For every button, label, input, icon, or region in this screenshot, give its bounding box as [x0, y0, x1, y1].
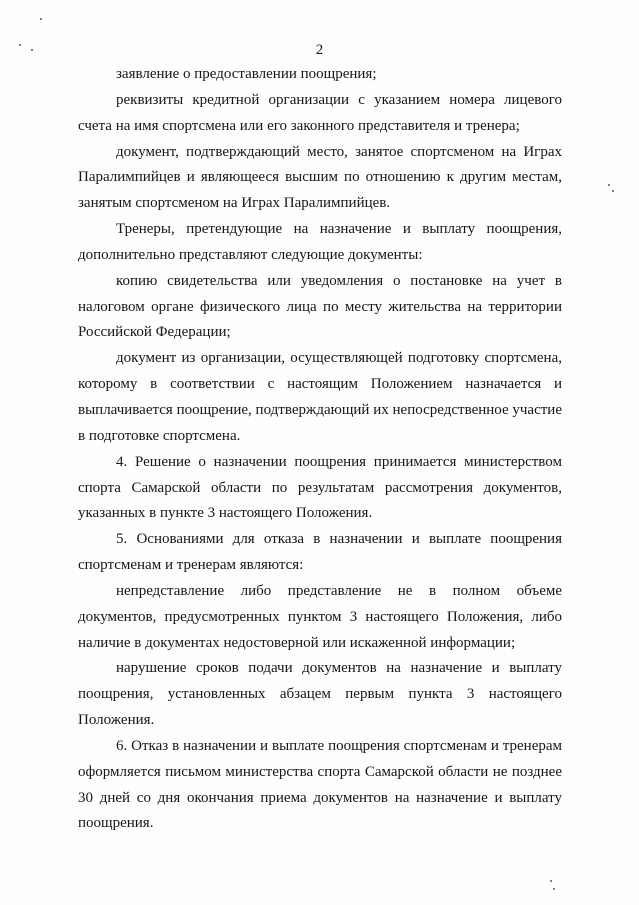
paragraph-bank-details: реквизиты кредитной организации с указанием номера лицевого счета на имя спортсмена или его законного представителя и тренера; — [78, 91, 562, 134]
paragraph-item-6: 6. Отказ в назначении и выплате поощрения спортсменам и тренерам оформляется письмом министерства спорта Самарской области не позднее 30 дней со дня окончания приема документов на назначение и выплату поощрения. — [78, 737, 562, 832]
scan-speck — [608, 184, 610, 186]
paragraph-application: заявление о предоставлении поощрения; — [116, 66, 377, 82]
document-body — [78, 62, 562, 837]
scan-speck — [40, 18, 42, 20]
scan-speck — [612, 190, 614, 192]
paragraph-tax-certificate: копию свидетельства или уведомления о постановке на учет в налоговом органе физического лица по месту жительства на территории Российской Федерации; — [78, 272, 562, 341]
page-number: 2 — [315, 42, 324, 58]
paragraph-item-4: 4. Решение о назначении поощрения принимается министерством спорта Самарской области по результатам рассмотрения документов, указанных в пункте 3 настоящего Положения. — [78, 453, 562, 522]
scan-speck — [550, 880, 552, 882]
paragraph-organization-document: документ из организации, осуществляющей подготовку спортсмена, которому в соответствии с настоящим Положением назначается и выплачивается поощрение, подтверждающий их непосредственное участие в подготовке спортсмена. — [78, 350, 562, 444]
paragraph-non-submission: непредставление либо представление не в полном объеме документов, предусмотренных пунктом 3 настоящего Положения, либо наличие в документах недостоверной или искаженной информации; — [78, 582, 562, 651]
scan-speck — [19, 44, 21, 46]
paragraph-deadline-violation: нарушение сроков подачи документов на назначение и выплату поощрения, установленных абзацем первым пункта 3 настоящего Положения. — [78, 660, 562, 729]
paragraph-place-document: документ, подтверждающий место, занятое спортсменом на Играх Паралимпийцев и являющееся высшим по отношению к другим местам, занятым спортсменом на Играх Паралимпийцев. — [78, 143, 562, 212]
paragraph-item-5: 5. Основаниями для отказа в назначении и выплате поощрения спортсменам и тренерам являются: — [78, 531, 562, 574]
scan-speck — [31, 49, 33, 51]
paragraph-coaches-documents: Тренеры, претендующие на назначение и выплату поощрения, дополнительно представляют следующие документы: — [78, 221, 562, 263]
scan-speck — [553, 888, 555, 890]
